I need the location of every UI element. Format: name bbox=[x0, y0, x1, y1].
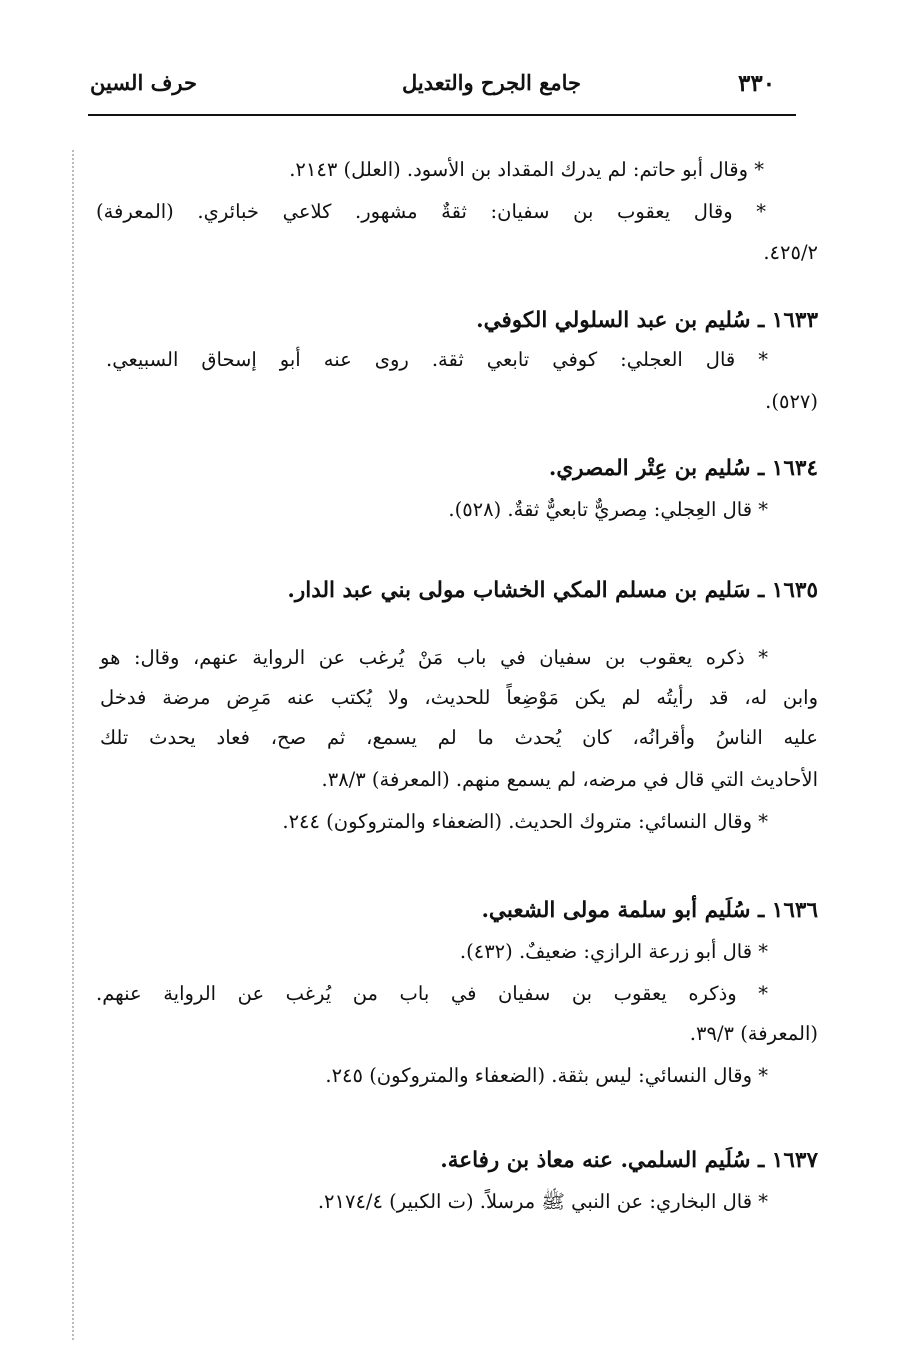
citation-line: * ذكره يعقوب بن سفيان في باب مَنْ يُرغب عن الرواية عنهم، وقال: هو bbox=[100, 646, 768, 669]
header-rule bbox=[88, 114, 796, 116]
citation-line: * قال العجلي: كوفي تابعي ثقة. روى عنه أبو إسحاق السبيعي. bbox=[106, 348, 768, 371]
citation-line: * قال العِجلي: مِصريٌّ تابعيٌّ ثقةٌ. (٥٢٨). bbox=[448, 498, 768, 521]
margin-scan-artifact bbox=[72, 150, 74, 1340]
citation-line: * وقال أبو حاتم: لم يدرك المقداد بن الأسود. (العلل) ٢١٤٣. bbox=[289, 158, 764, 181]
citation-line: وابن له، قد رأيتُه لم يكن مَوْضِعاً للحديث، ولا يُكتب عنه مَرِض مرضة فدخل bbox=[100, 686, 818, 709]
citation-line: * وقال يعقوب بن سفيان: ثقةٌ مشهور. كلاعي خبائري. (المعرفة) bbox=[96, 200, 766, 223]
citation-line: * قال البخاري: عن النبي ﷺ مرسلاً. (ت الكبير) ٢١٧٤/٤. bbox=[317, 1190, 768, 1213]
citation-line: ٤٢٥/٢. bbox=[763, 241, 818, 264]
citation-line: (المعرفة) ٣٩/٣. bbox=[689, 1022, 818, 1045]
entry-heading-1633: ١٦٣٣ ـ سُليم بن عبد السلولي الكوفي. bbox=[476, 308, 818, 333]
citation-line: * قال أبو زرعة الرازي: ضعيفٌ. (٤٣٢). bbox=[459, 940, 768, 963]
running-title: جامع الجرح والتعديل bbox=[402, 70, 581, 95]
entry-heading-1637: ١٦٣٧ ـ سُلَيم السلمي. عنه معاذ بن رفاعة. bbox=[440, 1148, 818, 1173]
citation-line: (٥٢٧). bbox=[765, 390, 818, 413]
section-title: حرف السين bbox=[90, 70, 197, 95]
entry-heading-1636: ١٦٣٦ ـ سُلَيم أبو سلمة مولى الشعبي. bbox=[481, 898, 818, 923]
citation-line: الأحاديث التي قال في مرضه، لم يسمع منهم. (المعرفة) ٣٨/٣. bbox=[321, 768, 818, 791]
entry-heading-1635: ١٦٣٥ ـ سَليم بن مسلم المكي الخشاب مولى بني عبد الدار. bbox=[287, 578, 818, 603]
citation-line: * وذكره يعقوب بن سفيان في باب من يُرغب عن الرواية عنهم. bbox=[96, 982, 768, 1005]
citation-line: * وقال النسائي: ليس بثقة. (الضعفاء والمتروكون) ٢٤٥. bbox=[325, 1064, 768, 1087]
page-number: ٣٣٠ bbox=[738, 70, 776, 97]
citation-line: عليه الناسُ وأقرانُه، كان يُحدث ما لم يسمع، ثم صح، فعاد يحدث تلك bbox=[100, 726, 818, 749]
entry-heading-1634: ١٦٣٤ ـ سُليم بن عِتْر المصري. bbox=[548, 456, 818, 481]
citation-line: * وقال النسائي: متروك الحديث. (الضعفاء والمتروكون) ٢٤٤. bbox=[282, 810, 768, 833]
